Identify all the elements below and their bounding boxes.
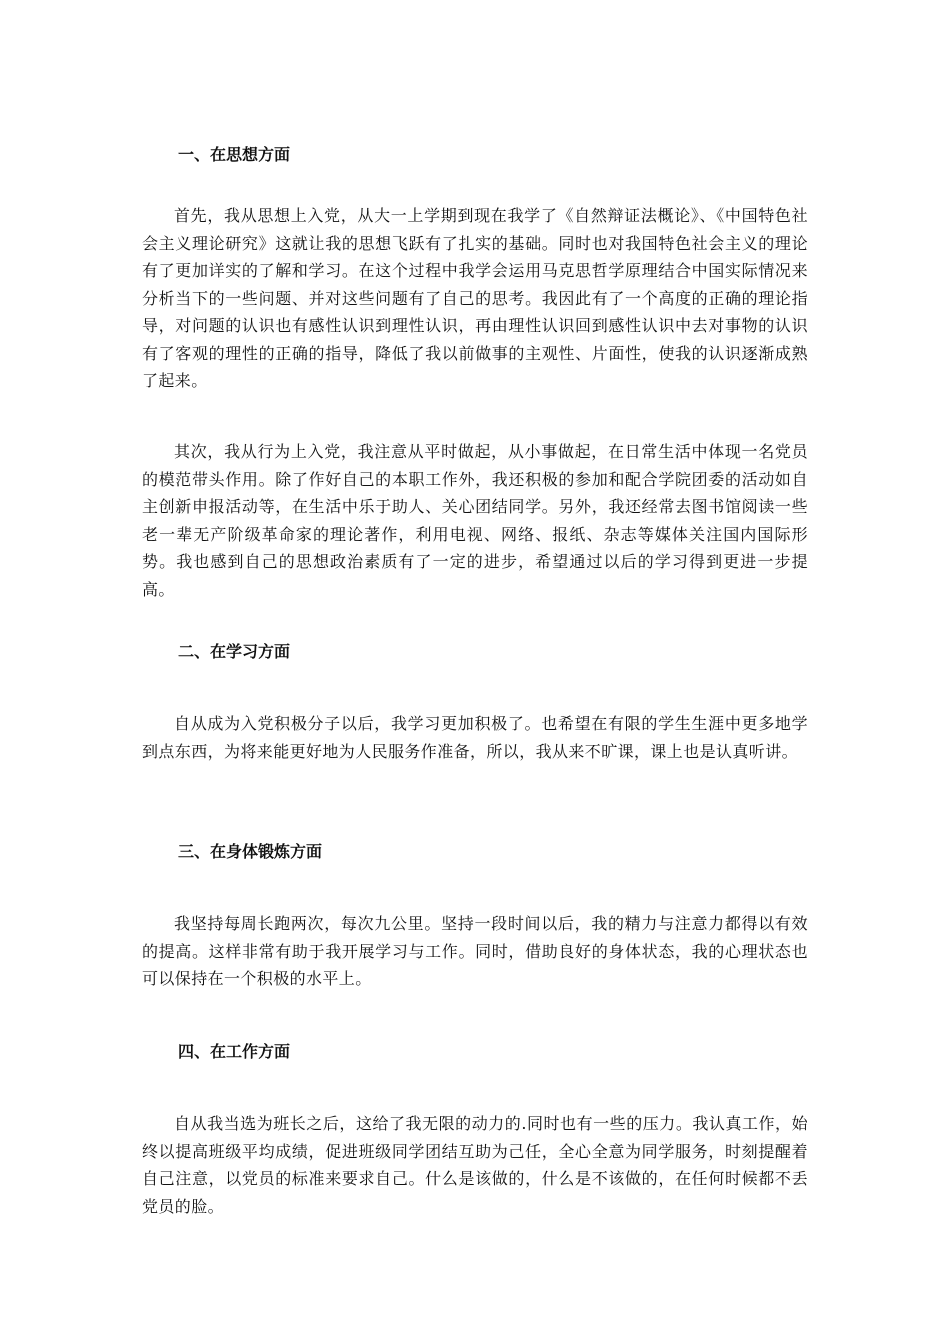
section-heading-work: 四、在工作方面: [178, 1042, 291, 1061]
paragraph-exercise-1: 我坚持每周长跑两次，每次九公里。坚持一段时间以后，我的精力与注意力都得以有效的提高。这样非常有助于我开展学习与工作。同时，借助良好的身体状态，我的心理状态也可以保持在一个积极的水平上。: [142, 914, 808, 988]
paragraph-thought-2: 其次，我从行为上入党，我注意从平时做起，从小事做起，在日常生活中体现一名党员的模范带头作用。除了作好自己的本职工作外，我还积极的参加和配合学院团委的活动如自主创新申报活动等，在生活中乐于助人、关心团结同学。另外，我还经常去图书馆阅读一些老一辈无产阶级革命家的理论著作，利用电视、网络、报纸、杂志等媒体关注国内国际形势。我也感到自己的思想政治素质有了一定的进步，希望通过以后的学习得到更进一步提高。: [142, 442, 808, 599]
paragraph-thought-1: 首先，我从思想上入党，从大一上学期到现在我学了《自然辩证法概论》、《中国特色社会主义理论研究》这就让我的思想飞跃有了扎实的基础。同时也对我国特色社会主义的理论有了更加详实的了解和学习。在这个过程中我学会运用马克思哲学原理结合中国实际情况来分析当下的一些问题、并对这些问题有了自己的思考。我因此有了一个高度的正确的理论指导，对问题的认识也有感性认识到理性认识，再由理性认识回到感性认识中去对事物的认识有了客观的理性的正确的指导，降低了我以前做事的主观性、片面性，使我的认识逐渐成熟了起来。: [142, 206, 808, 390]
section-heading-exercise: 三、在身体锻炼方面: [178, 842, 323, 861]
paragraph-study-1: 自从成为入党积极分子以后，我学习更加积极了。也希望在有限的学生生涯中更多地学到点东西，为将来能更好地为人民服务作准备，所以，我从来不旷课，课上也是认真听讲。: [142, 714, 808, 761]
paragraph-work-1: 自从我当选为班长之后，这给了我无限的动力的.同时也有一些的压力。我认真工作，始终以提高班级平均成绩，促进班级同学团结互助为己任，全心全意为同学服务，时刻提醒着自己注意，以党员的标准来要求自己。什么是该做的，什么是不该做的，在任何时候都不丢党员的脸。: [142, 1114, 808, 1216]
section-heading-study: 二、在学习方面: [178, 642, 291, 661]
section-heading-thought: 一、在思想方面: [178, 145, 291, 164]
